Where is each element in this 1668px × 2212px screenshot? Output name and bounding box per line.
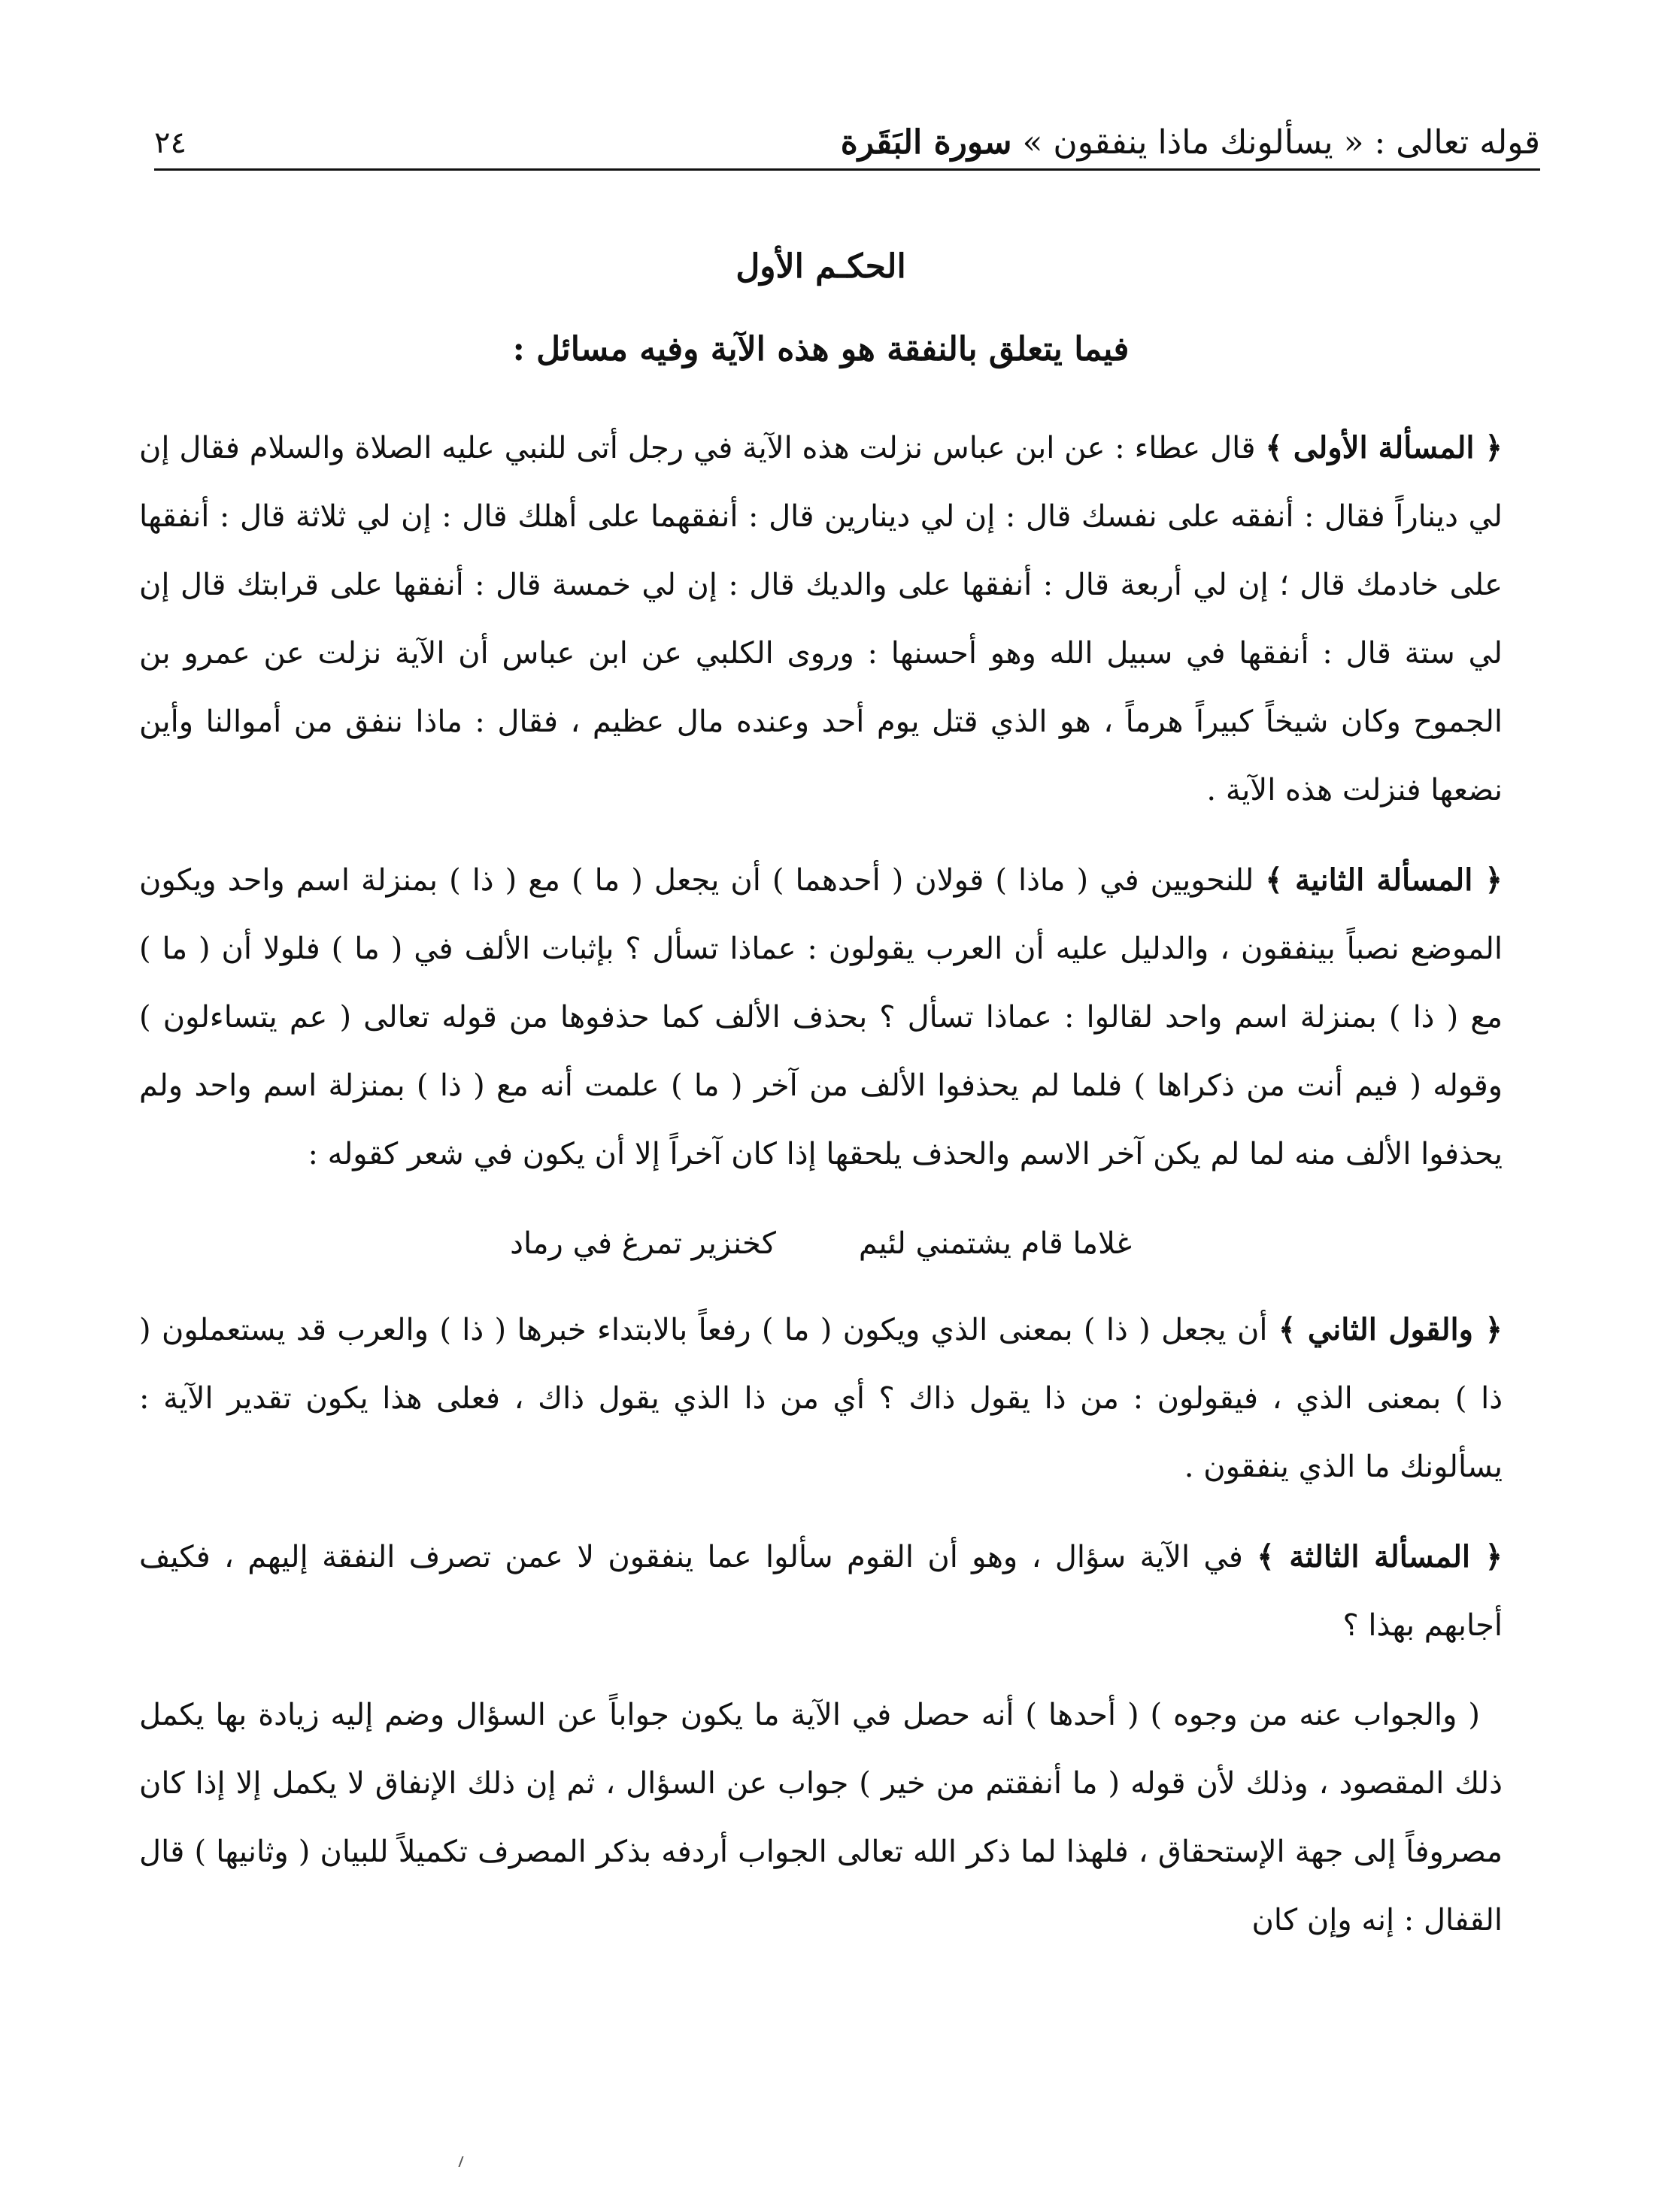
second-issue-paragraph [139, 846, 1503, 1189]
first-issue-label: ﴿ المسألة الأولى ﴾ [1265, 430, 1503, 465]
answer-text: ( والجواب عنه من وجوه ) ( أحدها ) أنه حصل في الآية ما يكون جواباً عن السؤال وضم إليه زيادة بها يكمل ذلك المقصود ، وذلك لأن قوله ( ما أنفقتم من خير ) جواب عن السؤال ، ثم إن ذلك الإنفاق لا يكمل إلا إذا كان مصروفاً إلى جهة الإستحقاق ، فلهذا لما ذكر الله تعالى الجواب أردفه بذكر المصرف تكميلاً للبيان ( وثانيها ) قال القفال : إنه وإن كان [139, 1698, 1503, 1938]
ruling-heading: الحكـم الأول [735, 247, 906, 286]
running-header [154, 90, 1540, 165]
third-issue-paragraph [139, 1523, 1503, 1660]
page-number: ٢٤ [154, 126, 187, 160]
header-verse-reference: قوله تعالى : « يسألونك ماذا ينفقون » [1022, 123, 1540, 162]
topic-heading: فيما يتعلق بالنفقة هو هذه الآية وفيه مسائل : [512, 330, 1130, 368]
third-issue-text: في الآية سؤال ، وهو أن القوم سألوا عما ينفقون لا عمن تصرف النفقة إليهم ، فكيف أجابهم بهذا ؟ [139, 1540, 1503, 1643]
header-title [841, 120, 1540, 165]
second-issue-text: للنحويين في ( ماذا ) قولان ( أحدهما ) أن يجعل ( ما ) مع ( ذا ) بمنزلة اسم واحد ويكون الموضع نصباً بينفقون ، والدليل عليه أن العرب يقولون : عماذا تسأل ؟ بإثبات الألف في ( ما ) فلولا أن ( ما ) مع ( ذا ) بمنزلة اسم واحد لقالوا : عماذا تسأل ؟ بحذف الألف كما حذفوها من قوله تعالى ( عم يتساءلون ) وقوله ( فيم أنت من ذكراها ) فلما لم يحذفوا الألف من آخر ( ما ) علمت أنه مع ( ذا ) بمنزلة اسم واحد ولم يحذفوا الألف منه لما لم يكن آخر الاسم والحذف يلحقها إذا كان آخراً إلا أن يكون في شعر كقوله : [139, 863, 1503, 1171]
header-divider [154, 168, 1540, 171]
header-surah-name: سورة البَقَرة [840, 123, 1012, 162]
second-view-paragraph [139, 1295, 1503, 1501]
third-issue-label: ﴿ المسألة الثالثة ﴾ [1257, 1539, 1503, 1574]
second-view-label: ﴿ والقول الثاني ﴾ [1278, 1312, 1503, 1347]
first-issue-text: قال عطاء : عن ابن عباس نزلت هذه الآية في رجل أتى للنبي عليه الصلاة والسلام فقال إن لي ديناراً فقال : أنفقه على نفسك قال : إن لي دينارين قال : أنفقهما على أهلك قال : إن لي ثلاثة قال : أنفقها على خادمك قال ؛ إن لي أربعة قال : أنفقها على والديك قال : إن لي خمسة قال : أنفقها على قرابتك قال إن لي ستة قال : أنفقها في سبيل الله وهو أحسنها : وروى الكلبي عن ابن عباس أن الآية نزلت عن عمرو بن الجموح وكان شيخاً كبيراً هرماً ، هو الذي قتل يوم أحد وعنده مال عظيم ، فقال : ماذا ننفق من أموالنا وأين نضعها فنزلت هذه الآية . [139, 431, 1503, 808]
second-view-text: أن يجعل ( ذا ) بمعنى الذي ويكون ( ما ) رفعاً بالابتداء خبرها ( ذا ) والعرب قد يستعملون ( ذا ) بمعنى الذي ، فيقولون : من ذا يقول ذاك ؟ أي من ذا الذي يقول ذاك ، فعلى هذا يكون تقدير الآية : يسألونك ما الذي ينفقون . [139, 1313, 1503, 1484]
verse-second-hemistich: كخنزير تمرغ في رماد [510, 1226, 776, 1261]
scan-mark [458, 2156, 468, 2167]
answer-paragraph [139, 1681, 1503, 1955]
poetry-verse [139, 1210, 1503, 1277]
first-issue-paragraph [139, 414, 1503, 825]
page-body [139, 226, 1503, 2152]
verse-first-hemistich: غلاما قام يشتمني لئيم [858, 1226, 1132, 1261]
second-issue-label: ﴿ المسألة الثانية ﴾ [1265, 862, 1503, 898]
